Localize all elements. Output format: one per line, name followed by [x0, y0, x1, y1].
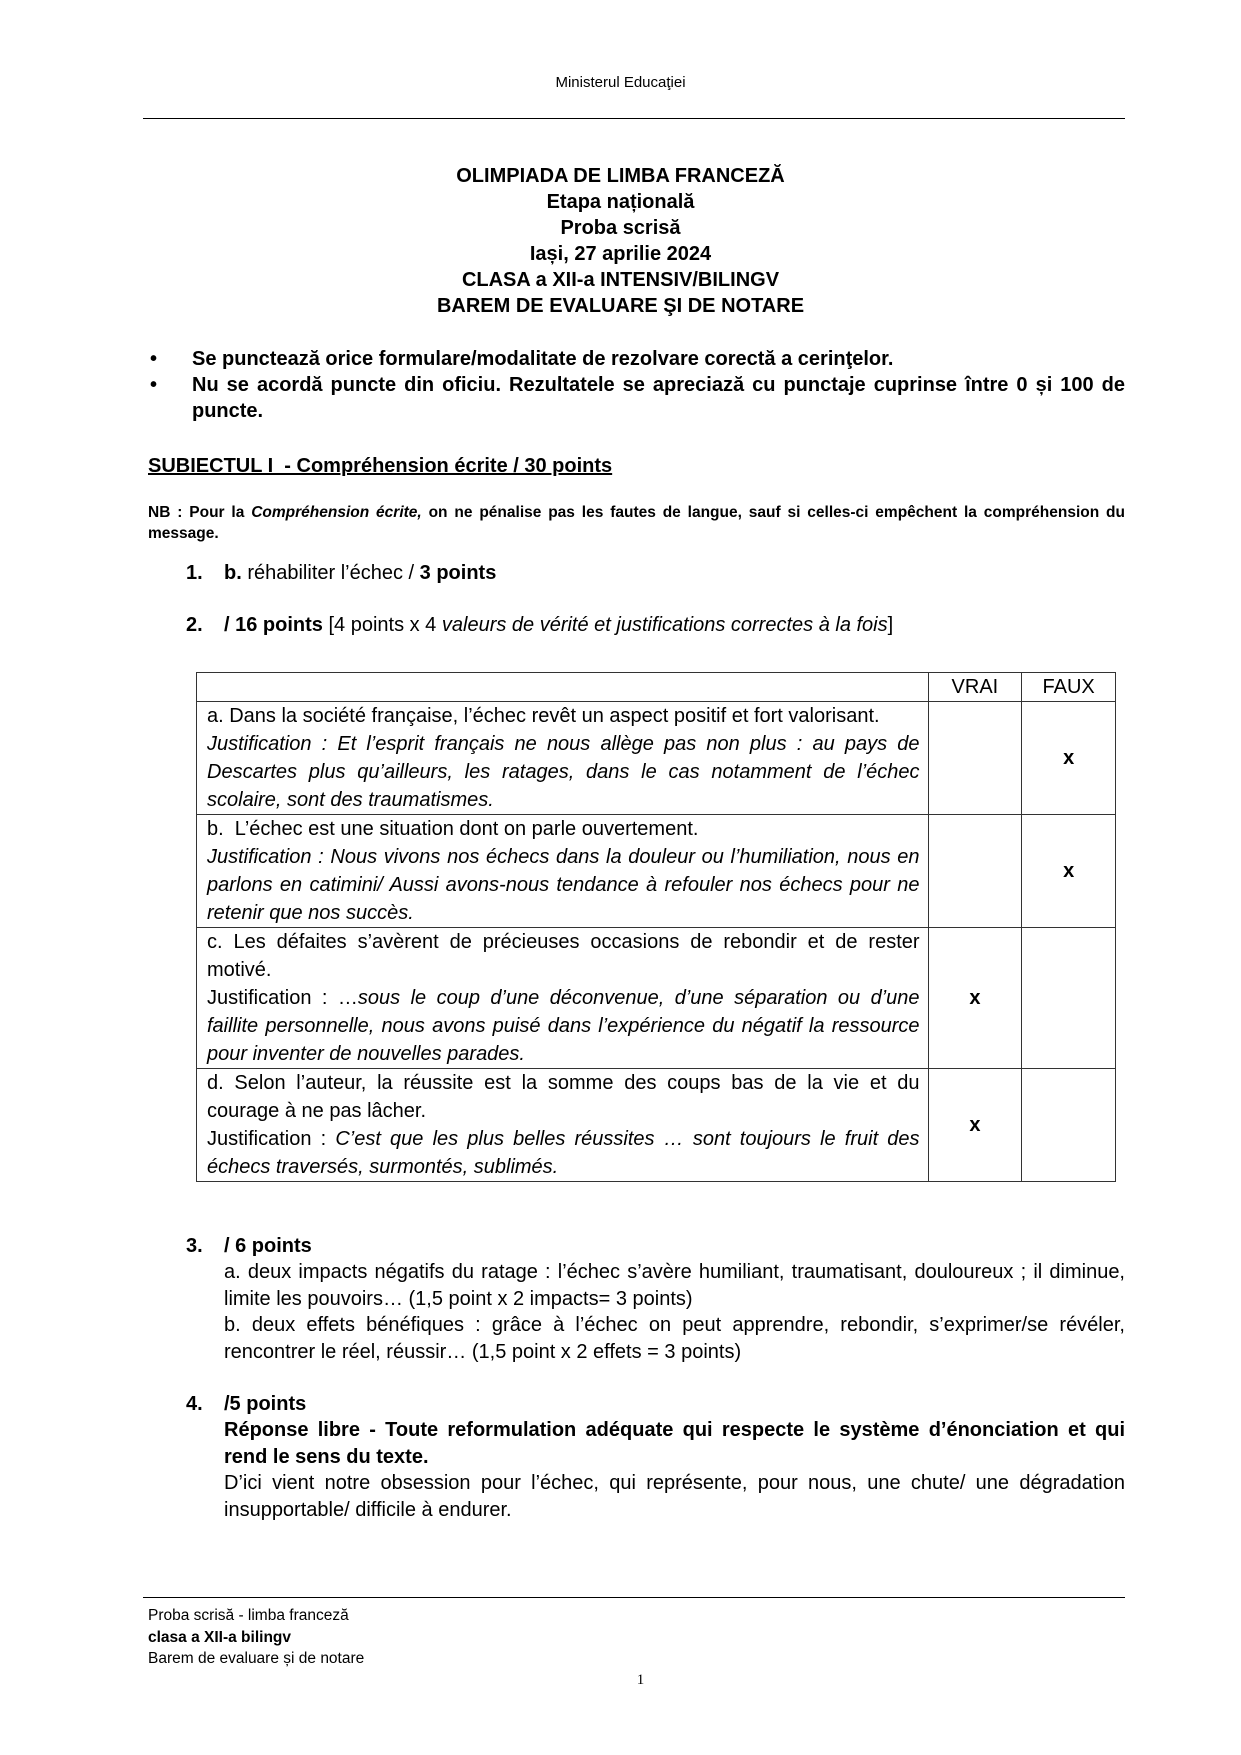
question-number: 1. — [186, 562, 203, 584]
statement-cell — [197, 1069, 929, 1182]
table-row — [197, 702, 1116, 815]
q3-part-b: b. deux effets bénéfiques : grâce à l’échec on peut apprendre, rebondir, s’exprimer/se révéler, rencontrer le réel, réussir… (1,5 point x 2 effets = 3 points) — [224, 1314, 1125, 1363]
table-row — [197, 815, 1116, 928]
question-number: 4. — [186, 1393, 203, 1415]
justification-label: Justification : — [207, 733, 338, 755]
q2-points: / 16 points — [224, 614, 323, 636]
faux-cell — [1022, 928, 1116, 1069]
q4-answers — [224, 1417, 1125, 1523]
q2-scoring-open: [4 points x 4 — [322, 614, 442, 636]
justification-text: C’est que les plus belles réussites … sont toujours le fruit des échecs traversés, surmontés, sublimés. — [207, 1128, 920, 1178]
nb-italic: Compréhension écrite, — [251, 504, 422, 521]
document-title — [0, 163, 1241, 319]
q1-points: 3 points — [419, 562, 497, 584]
q3-points: / 6 points — [224, 1235, 312, 1257]
rule-text: Se punctează orice formulare/modalitate de rezolvare corectă a cerinţelor. — [192, 348, 894, 370]
q2-scoring-close: ] — [887, 614, 894, 636]
q2-scoring-italic: valeurs de vérité et justifications correctes à la fois — [441, 614, 888, 636]
justification-label: Justification : — [207, 846, 331, 868]
subject-heading: SUBIECTUL I - Compréhension écrite / 30 points — [148, 455, 613, 477]
title-line-etapa: Etapa națională — [546, 191, 695, 213]
footer-class: clasa a XII-a bilingv — [148, 1628, 292, 1646]
q1-answer-text: réhabiliter l’échec / — [241, 562, 420, 584]
general-rules-list — [150, 346, 1125, 424]
title-line-olimpiada: OLIMPIADA DE LIMBA FRANCEZĂ — [456, 165, 785, 187]
nb-rest: on ne pénalise pas les fautes de langue, sauf si celles-ci empêchent la compréhension du message. — [148, 504, 1125, 542]
title-line-class: CLASA a XII-a INTENSIV/BILINGV — [461, 269, 780, 291]
statement-cell — [197, 815, 929, 928]
q4-model-answer: D’ici vient notre obsession pour l’échec, qui représente, pour nous, une chute/ une dégradation insupportable/ difficile à endurer. — [224, 1472, 1125, 1521]
faux-cell: x — [1022, 702, 1116, 815]
q4-instruction: Réponse libre - Toute reformulation adéquate qui respecte le système d’énonciation et qui rend le sens du texte. — [224, 1419, 1125, 1468]
justification-text: sous le coup d’une déconvenue, d’une séparation ou d’une faillite personnelle, nous avons puisé dans l’expérience du négatif la ressource pour inventer de nouvelles parades. — [207, 987, 920, 1065]
justification-text: Et l’esprit français ne nous allège pas non plus : au pays de Descartes plus qu’ailleurs, les ratages, dans le cas notamment de l’échec scolaire, sont des traumatismes. — [207, 733, 920, 811]
table-row — [197, 928, 1116, 1069]
statement-text: d. Selon l’auteur, la réussite est la somme des coups bas de la vie et du courage à ne pas lâcher. — [207, 1072, 920, 1122]
justification — [207, 984, 920, 1068]
justification — [207, 1125, 920, 1181]
ministry-header: Ministerul Educaţiei — [555, 74, 686, 91]
rule-item — [150, 372, 1125, 424]
statement-text: c. Les défaites s’avèrent de précieuses occasions de rebondir et de rester motivé. — [207, 931, 920, 981]
vrai-cell — [928, 702, 1022, 815]
vrai-cell — [928, 815, 1022, 928]
header-divider — [143, 118, 1125, 119]
title-line-proba: Proba scrisă — [560, 217, 681, 239]
justification-label: Justification : … — [207, 987, 358, 1009]
table-header-row — [197, 673, 1116, 702]
bullet-icon: • — [150, 374, 158, 396]
question-3 — [186, 1233, 312, 1259]
bullet-icon: • — [150, 348, 158, 370]
statement-text: a. Dans la société française, l’échec revêt un aspect positif et fort valorisant. — [207, 705, 880, 727]
footer-exam: Proba scrisă - limba franceză — [148, 1607, 349, 1624]
q3-answers — [224, 1259, 1125, 1365]
statement-cell — [197, 702, 929, 815]
vrai-cell: x — [928, 928, 1022, 1069]
table-row — [197, 1069, 1116, 1182]
header-faux: FAUX — [1022, 673, 1116, 702]
justification — [207, 730, 920, 814]
faux-cell: x — [1022, 815, 1116, 928]
header-statement — [197, 673, 929, 702]
nb-note — [148, 502, 1125, 544]
question-number: 2. — [186, 614, 203, 636]
question-1 — [186, 560, 496, 586]
true-false-table — [196, 672, 1116, 1182]
nb-prefix: NB : Pour la — [148, 504, 252, 521]
header-vrai: VRAI — [928, 673, 1022, 702]
q1-answer-letter: b. — [224, 562, 242, 584]
rule-text: Nu se acordă puncte din oficiu. Rezultatele se apreciază cu punctaje cuprinse între 0 și 100 de puncte. — [192, 374, 1125, 422]
page-number: 1 — [636, 1672, 645, 1688]
statement-text: b. L’échec est une situation dont on parle ouvertement. — [207, 818, 699, 840]
justification — [207, 843, 920, 927]
footer-divider — [143, 1597, 1125, 1598]
question-4 — [186, 1391, 306, 1417]
justification-text: Nous vivons nos échecs dans la douleur ou l’humiliation, nous en parlons en catimini/ Aussi avons-nous tendance à refouler nos échecs pour ne retenir que nos succès. — [207, 846, 920, 924]
question-2 — [186, 612, 893, 638]
q3-part-a: a. deux impacts négatifs du ratage : l’échec s’avère humiliant, traumatisant, douloureux ; il diminue, limite les pouvoirs… (1,5 point x 2 impacts= 3 points) — [224, 1261, 1125, 1310]
question-number: 3. — [186, 1235, 203, 1257]
vrai-cell: x — [928, 1069, 1022, 1182]
footer — [148, 1605, 364, 1670]
rule-item — [150, 346, 1125, 372]
title-line-date: Iași, 27 aprilie 2024 — [529, 243, 712, 265]
footer-barem: Barem de evaluare și de notare — [148, 1650, 365, 1667]
statement-cell — [197, 928, 929, 1069]
q4-points: /5 points — [224, 1393, 307, 1415]
title-line-barem: BAREM DE EVALUARE ŞI DE NOTARE — [436, 295, 805, 317]
justification-label: Justification : — [207, 1128, 336, 1150]
faux-cell — [1022, 1069, 1116, 1182]
